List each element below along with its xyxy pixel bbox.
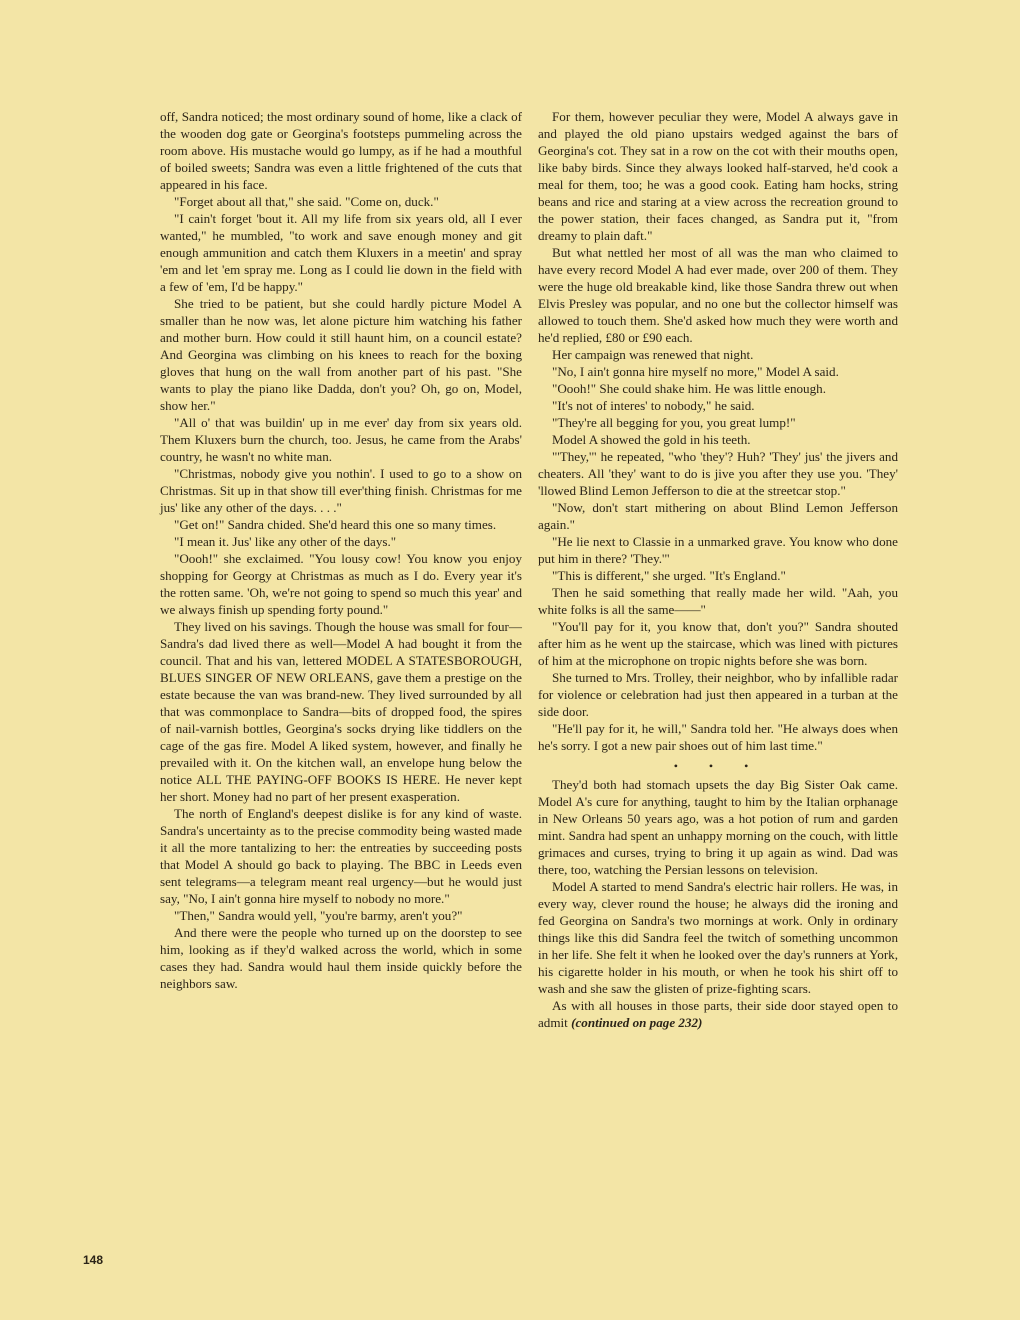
paragraph: They'd both had stomach upsets the day Big Sister Oak came. Model A's cure for anything, taught to him by the Italian orphanage in New Orleans 50 years ago, was a hot potion of rum and garden mint. Sandra had spent an unhappy morning on the couch, with little grimaces and curses, trying to bring it up again as wind. Dad was there, too, watching the Persian lessons on television.: [538, 777, 898, 877]
left-column: [160, 108, 522, 992]
paragraph: "You'll pay for it, you know that, don't you?" Sandra shouted after him as he went up the staircase, which was lined with pictures of him at the microphone on tropic nights before she was born.: [538, 619, 898, 668]
paragraph: off, Sandra noticed; the most ordinary sound of home, like a clack of the wooden dog gate or Georgina's footsteps pummeling across the room above. His mustache would go lumpy, as if he had a mouthful of boiled sweets; Sandra was even a little frightened of the cuts that appeared in his face.: [160, 109, 522, 192]
paragraph: She turned to Mrs. Trolley, their neighbor, who by infallible radar for violence or celebration had just then appeared in a turban at the side door.: [538, 670, 898, 719]
paragraph: Model A showed the gold in his teeth.: [552, 432, 751, 447]
paragraph: "He lie next to Classie in a unmarked grave. You know who done put him in there? 'They.'": [538, 534, 898, 566]
paragraph: For them, however peculiar they were, Model A always gave in and played the old piano upstairs wedged against the bars of Georgina's cot. They sat in a row on the cot with their mouths open, like baby birds. Since they always looked half-starved, he'd cook a meal for them, too; he was a good cook. Eating ham hocks, string beans and rice and staring at a view across the recreation ground to the power station, their faces changed, as Sandra put it, "from dreamy to plain daft.": [538, 109, 898, 243]
paragraph: "Oooh!" She could shake him. He was little enough.: [552, 381, 826, 396]
paragraph: Her campaign was renewed that night.: [552, 347, 754, 362]
paragraph: "I cain't forget 'bout it. All my life from six years old, all I ever wanted," he mumbled, "to work and save enough money and git enough ammunition and catch them Kluxers in a meetin' and spray 'em and let 'em spray me. Long as I could lie down in the field with a few of 'em, I'd be happy.": [160, 211, 522, 294]
paragraph: She tried to be patient, but she could hardly picture Model A smaller than he now was, let alone picture him watching his father and mother burn. How could it still haunt him, on a council estate? And Georgina was climbing on his knees to reach for the boxing gloves that hung on the wall from another part of his past. "She wants to play the piano like Dadda, don't you? Oh, go on, Model, show her.": [160, 296, 522, 413]
section-break: • • •: [673, 759, 763, 773]
paragraph: "Then," Sandra would yell, "you're barmy, aren't you?": [174, 908, 463, 923]
continued-note[interactable]: (continued on page 232): [571, 1015, 703, 1030]
paragraph: "It's not of interes' to nobody," he said.: [552, 398, 755, 413]
paragraph: "This is different," she urged. "It's England.": [552, 568, 786, 583]
paragraph: But what nettled her most of all was the man who claimed to have every record Model A had ever made, over 200 of them. They were the huge old breakable kind, like those Sandra threw out when Elvis Presley was popular, and no one but the collector himself was allowed to touch them. She'd asked how much they were worth and he'd replied, £80 or £90 each.: [538, 245, 898, 345]
paragraph: "Now, don't start mithering on about Blind Lemon Jefferson again.": [538, 500, 898, 532]
paragraph: Model A started to mend Sandra's electric hair rollers. He was, in every way, clever round the house; he always did the ironing and fed Georgina on Sandra's two mornings at work. Only in ordinary things like this did Sandra feel the twitch of something uncommon in her life. She felt it when he looked over the day's runners at York, his cigarette holder in his mouth, or when he took his shirt off to wash and she saw the glisten of prize-fighting scars.: [538, 879, 898, 996]
paragraph: "He'll pay for it, he will," Sandra told her. "He always does when he's sorry. I got a new pair shoes out of him last time.": [538, 721, 898, 753]
paragraph-final: [538, 997, 898, 1031]
paragraph: "'They,'" he repeated, "who 'they'? Huh? 'They' jus' the jivers and cheaters. All 'they' want to do is jive you after they use you. 'They' 'llowed Blind Lemon Jefferson to die at the streetcar stop.": [538, 449, 898, 498]
paragraph: "I mean it. Jus' like any other of the days.": [174, 534, 397, 549]
paragraph: "Forget about all that," she said. "Come on, duck.": [174, 194, 439, 209]
paragraph: "Get on!" Sandra chided. She'd heard this one so many times.: [174, 517, 497, 532]
paragraph: Then he said something that really made her wild. "Aah, you white folks is all the same——": [538, 585, 898, 617]
page-number: 148: [83, 1253, 104, 1267]
paragraph: And there were the people who turned up on the doorstep to see him, looking as if they'd walked across the world, which in some cases they had. Sandra would haul them inside quickly before the neighbors saw.: [160, 925, 522, 991]
paragraph: The north of England's deepest dislike is for any kind of waste. Sandra's uncertainty as to the precise commodity being wasted made it all the more tantalizing to her: the entreaties by succeeding posts that Model A should go back to playing. The BBC in Leeds even sent telegrams—a telegram meant real urgency—but he would just say, "No, I ain't gonna hire myself to nobody no more.": [160, 806, 522, 906]
paragraph-text: As with all houses in those parts, their side door stayed open to admit: [538, 998, 898, 1030]
paragraph: "Christmas, nobody give you nothin'. I used to go to a show on Christmas. Sit up in that show till ever'thing finish. Christmas for me jus' like any other of the days. . . .": [160, 466, 522, 515]
paragraph: "Oooh!" she exclaimed. "You lousy cow! You know you enjoy shopping for Georgy at Christmas as much as I do. Every year it's the rotten same. 'Oh, we're not going to spend so much this year' and we always finish up spending forty pound.": [160, 551, 522, 617]
paragraph: "No, I ain't gonna hire myself no more," Model A said.: [552, 364, 839, 379]
right-column: [538, 108, 898, 1031]
paragraph: "All o' that was buildin' up in me ever' day from six years old. Them Kluxers burn the church, too. Jesus, he came from the Arabs' country, he wasn't no white man.: [160, 415, 522, 464]
paragraph: "They're all begging for you, you great lump!": [552, 415, 796, 430]
paragraph: They lived on his savings. Though the house was small for four—Sandra's dad lived there as well—Model A had bought it from the council. That and his van, lettered MODEL A STATESBOROUGH, BLUES SINGER OF NEW ORLEANS, gave them a prestige on the estate because the van was brand-new. They lived surrounded by all that was commonplace to Sandra—bits of dropped food, the spires of nail-varnish bottles, Georgina's socks drying like tiddlers on the cage of the gas fire. Model A liked system, however, and finally he prevailed with it. On the kitchen wall, an envelope hung below the notice ALL THE PAYING-OFF BOOKS IS HERE. He never kept her short. Money had no part of her present exasperation.: [160, 619, 522, 804]
